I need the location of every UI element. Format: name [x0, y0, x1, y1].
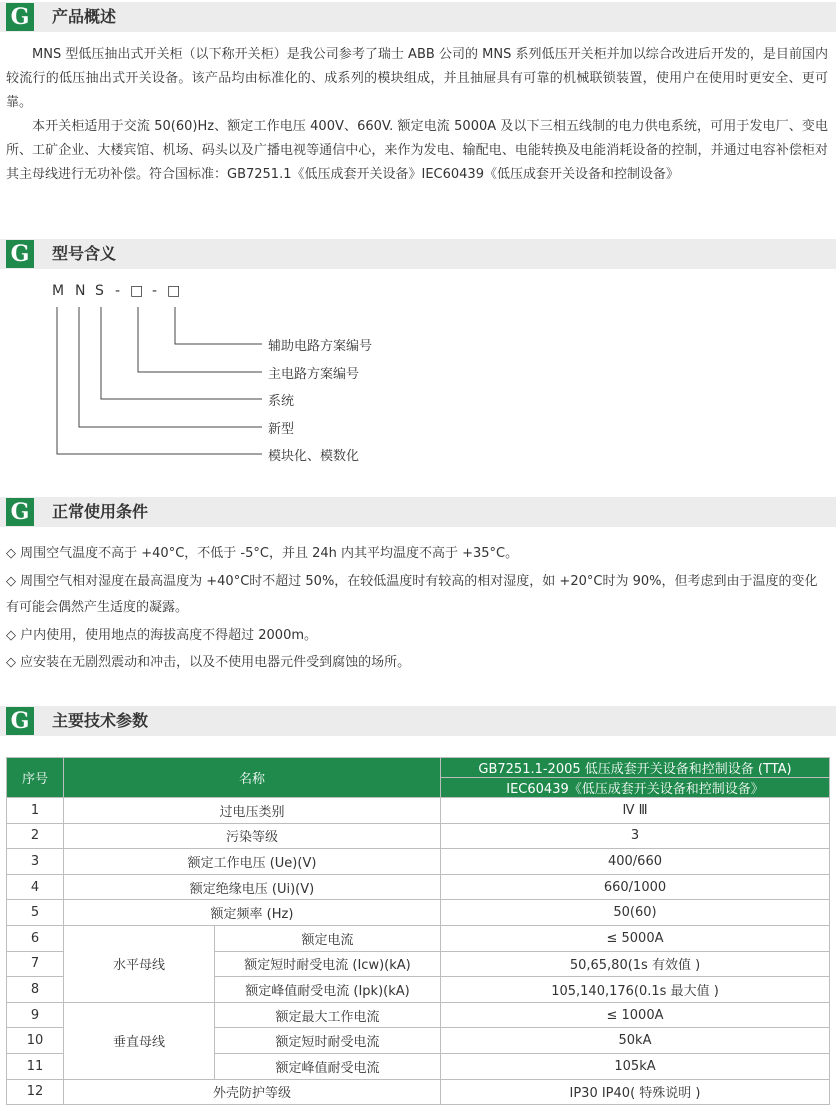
cell-no: 2 [7, 823, 64, 849]
table-row [7, 849, 830, 875]
legend-modular: 模块化、模数化 [268, 449, 360, 464]
legend-main-circuit: 主电路方案编号 [268, 367, 360, 382]
table-row [7, 874, 830, 900]
cell-name: 额定电流 [215, 925, 441, 951]
cell-value: 105,140,176(0.1s 最大值 ) [441, 977, 830, 1003]
cell-no: 11 [7, 1053, 64, 1079]
header-no: 序号 [7, 758, 64, 798]
table-row [7, 1002, 830, 1028]
section-header-params [0, 706, 836, 736]
cell-value: 3 [441, 823, 830, 849]
cell-no: 12 [7, 1079, 64, 1105]
cell-value: 105kA [441, 1053, 830, 1079]
cell-value: 50,65,80(1s 有效值 ) [441, 951, 830, 977]
condition-item: ◇ 户内使用，使用地点的海拔高度不得超过 2000m。 [6, 628, 318, 643]
cell-name: 过电压类别 [64, 798, 441, 824]
cell-no: 9 [7, 1002, 64, 1028]
legend-system: 系统 [268, 394, 295, 409]
cell-name: 额定峰值耐受电流 [215, 1053, 441, 1079]
overview-paragraph-2: 本开关柜适用于交流 50(60)Hz、额定工作电压 400V、660V. 额定电流 5000A 及以下三相五线制的电力供电系统，可用于发电厂、变电所、工矿企业、大楼宾馆、机场、码头以及广播电视等通信中心，来作为发电、输配电、电能转换及电能消耗设备的控制，并通过电容补偿柜对其主母线进行无功补偿。符合国标准：GB7251.1《低压成套开关设备》IEC60439《低压成套开关设备和控制设备》 [6, 119, 828, 182]
legend-aux-circuit: 辅助电路方案编号 [268, 339, 373, 354]
cell-name: 额定频率 (Hz) [64, 900, 441, 926]
g-logo-icon: G [6, 240, 34, 268]
condition-item: ◇ 应安装在无剧烈震动和冲击，以及不使用电器元件受到腐蚀的场所。 [6, 655, 411, 670]
section-title: 型号含义 [52, 244, 117, 263]
g-logo-icon: G [6, 498, 34, 526]
header-std-gb: GB7251.1-2005 低压成套开关设备和控制设备 (TTA) [441, 758, 830, 778]
cell-value: 50(60) [441, 900, 830, 926]
cell-value: IP30 IP40( 特殊说明 ) [441, 1079, 830, 1105]
model-code-dash: - [152, 283, 158, 299]
model-code-char: N [75, 283, 86, 299]
tech-params-table [6, 757, 830, 1105]
cell-value: ≤ 1000A [441, 1002, 830, 1028]
cell-group-horizontal-bus: 水平母线 [64, 925, 215, 1002]
section-title: 正常使用条件 [52, 502, 149, 521]
cell-name: 额定短时耐受电流 (Icw)(kA) [215, 951, 441, 977]
cell-group-vertical-bus: 垂直母线 [64, 1002, 215, 1079]
cell-name: 额定峰值耐受电流 (Ipk)(kA) [215, 977, 441, 1003]
cell-name: 额定工作电压 (Ue)(V) [64, 849, 441, 875]
condition-item: ◇ 周围空气相对湿度在最高温度为 +40°C时不超过 50%，在较低温度时有较高的相对湿度，如 +20°C时为 90%，但考虑到由于温度的变化有可能会偶然产生适度的凝露。 [6, 574, 818, 615]
cell-no: 4 [7, 874, 64, 900]
section-title: 产品概述 [52, 7, 117, 26]
g-logo-icon: G [6, 3, 34, 31]
table-row [7, 925, 830, 951]
cell-value: 50kA [441, 1028, 830, 1054]
header-std-iec: IEC60439《低压成套开关设备和控制设备》 [441, 778, 830, 798]
cell-name: 额定短时耐受电流 [215, 1028, 441, 1054]
legend-new-type: 新型 [268, 422, 295, 437]
cell-value: 660/1000 [441, 874, 830, 900]
table-row [7, 1079, 830, 1105]
cell-no: 5 [7, 900, 64, 926]
header-name: 名称 [64, 758, 441, 798]
model-code-box: □ [167, 283, 181, 299]
section-header-conditions [0, 497, 836, 527]
model-bracket-lines [0, 0, 836, 470]
cell-no: 3 [7, 849, 64, 875]
model-code-char: S [95, 283, 104, 299]
model-code-char: M [52, 283, 65, 299]
cell-name: 污染等级 [64, 823, 441, 849]
table-row [7, 798, 830, 824]
section-title: 主要技术参数 [52, 711, 149, 730]
cell-value: 400/660 [441, 849, 830, 875]
model-code-dash: - [115, 283, 121, 299]
cell-value: Ⅳ Ⅲ [441, 798, 830, 824]
overview-paragraph-1: MNS 型低压抽出式开关柜（以下称开关柜）是我公司参考了瑞士 ABB 公司的 MNS 系列低压开关柜并加以综合改进后开发的，是目前国内较流行的低压抽出式开关设备。该产品均由标准化的、成系列的模块组成，并且抽屉具有可靠的机械联锁装置，使用户在使用时更安全、更可靠。 [6, 47, 828, 110]
table-row [7, 900, 830, 926]
cell-name: 外壳防护等级 [64, 1079, 441, 1105]
g-logo-icon: G [6, 707, 34, 735]
table-row [7, 823, 830, 849]
cell-name: 额定绝缘电压 (Ui)(V) [64, 874, 441, 900]
cell-no: 1 [7, 798, 64, 824]
condition-item: ◇ 周围空气温度不高于 +40°C，不低于 -5°C，并且 24h 内其平均温度不高于 +35°C。 [6, 546, 519, 561]
model-code-box: □ [130, 283, 144, 299]
cell-no: 8 [7, 977, 64, 1003]
table-header-row [7, 758, 830, 778]
cell-no: 10 [7, 1028, 64, 1054]
cell-name: 额定最大工作电流 [215, 1002, 441, 1028]
cell-value: ≤ 5000A [441, 925, 830, 951]
cell-no: 6 [7, 925, 64, 951]
cell-no: 7 [7, 951, 64, 977]
